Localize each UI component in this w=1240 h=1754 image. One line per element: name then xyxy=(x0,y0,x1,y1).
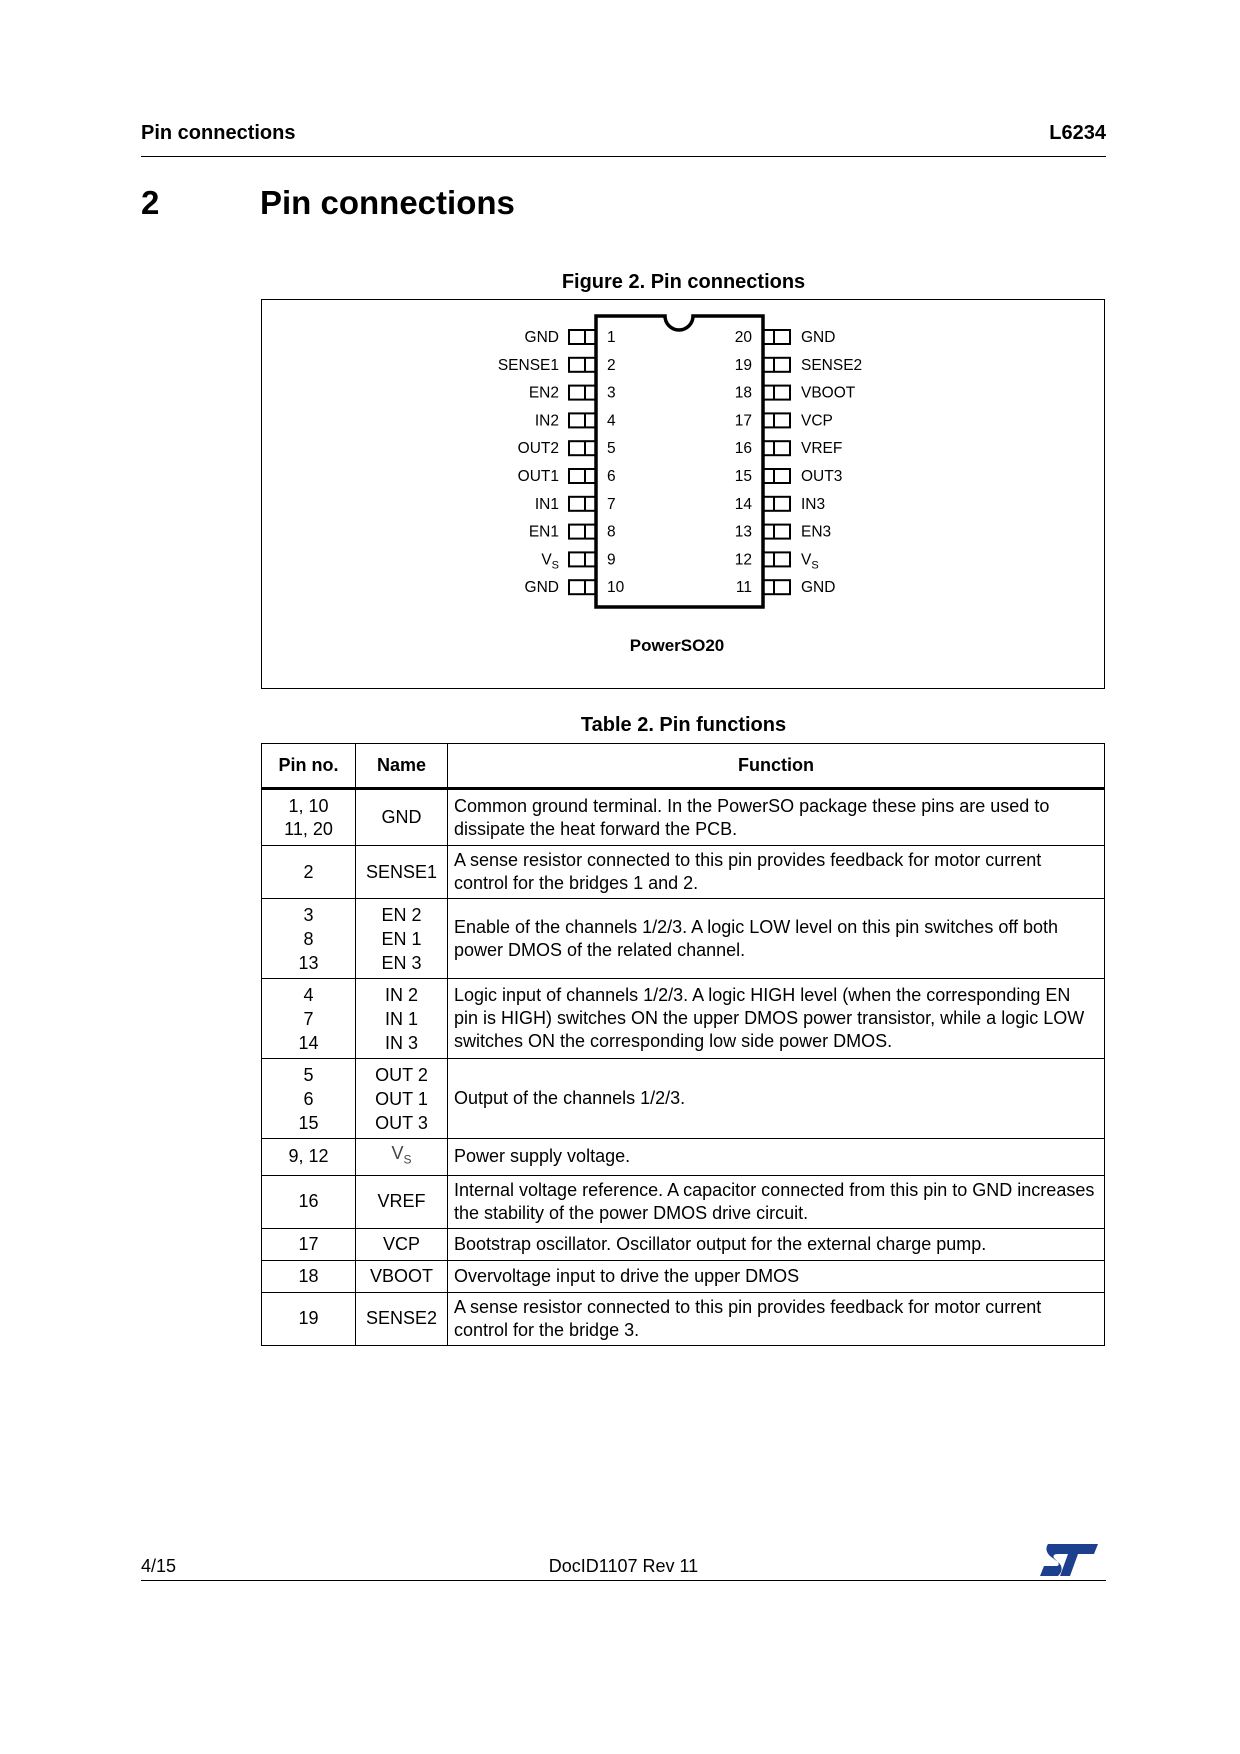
pin-label: IN2 xyxy=(534,412,559,430)
pin-name: OUT 3 xyxy=(375,1112,428,1133)
pin-number: 18 xyxy=(734,384,752,402)
pin-number: 15 xyxy=(298,1112,319,1133)
table-caption: Table 2. Pin functions xyxy=(580,714,787,736)
pin-label: OUT1 xyxy=(517,468,559,485)
pin-name: IN 1 xyxy=(384,1008,418,1029)
pin-lead xyxy=(763,580,790,594)
pin-number: 11 xyxy=(735,579,752,597)
pin-number: 8 xyxy=(303,928,314,949)
page-footer xyxy=(141,1550,1106,1581)
pin-name-cell xyxy=(356,979,448,1059)
pin-name-cell xyxy=(356,1228,448,1260)
pin-name: OUT 1 xyxy=(375,1088,428,1109)
pin-label: EN2 xyxy=(528,384,559,402)
pin-name: VREF xyxy=(377,1191,426,1212)
pin-number: 14 xyxy=(734,495,752,513)
pin-number: 6 xyxy=(303,1088,314,1109)
pin-name: VCP xyxy=(382,1233,420,1254)
pin-lead xyxy=(569,441,596,455)
pin-label: EN1 xyxy=(528,523,559,541)
pin-function-cell: Power supply voltage. xyxy=(448,1139,1105,1176)
table-row xyxy=(262,1175,1105,1228)
pin-number-cell xyxy=(262,1139,356,1176)
pin-name-cell xyxy=(356,899,448,979)
pin-lead xyxy=(763,497,790,511)
pin-lead xyxy=(569,469,596,483)
pin-name: EN 3 xyxy=(381,952,422,973)
pin-function-cell: Bootstrap oscillator. Oscillator output for the external charge pump. xyxy=(448,1228,1105,1260)
table-row xyxy=(262,1292,1105,1345)
pin-label: IN1 xyxy=(534,495,559,513)
pin-function-cell: Overvoltage input to drive the upper DMOS xyxy=(448,1260,1105,1292)
pin-label: GND xyxy=(524,579,559,597)
pin-name: SENSE1 xyxy=(365,861,438,882)
pin-number-cell xyxy=(262,899,356,979)
pin-number: 7 xyxy=(303,1008,314,1029)
pin-function-cell: A sense resistor connected to this pin provides feedback for motor current control for the bridge 3. xyxy=(448,1292,1105,1345)
pin-label: OUT2 xyxy=(517,440,559,458)
pin-name: EN 2 xyxy=(381,904,422,925)
pin-number-cell xyxy=(262,1059,356,1139)
pin-label: IN3 xyxy=(801,495,826,513)
pin-lead xyxy=(569,497,596,511)
pin-lead xyxy=(569,525,596,539)
pin-number: 4 xyxy=(303,984,314,1005)
st-logo-icon xyxy=(1038,1542,1100,1578)
figure-caption: Figure 2. Pin connections xyxy=(561,271,806,293)
header-section: Pin connections xyxy=(141,122,296,144)
pin-name-cell xyxy=(356,1139,448,1176)
pin-number: 1, 10 xyxy=(288,795,329,816)
table-row xyxy=(262,1139,1105,1176)
col-header-name: Name xyxy=(356,744,448,789)
pin-number: 6 xyxy=(607,468,616,485)
pin-function-cell: Enable of the channels 1/2/3. A logic LOW level on this pin switches off both power DMOS of the related channel. xyxy=(448,899,1105,979)
pin-number-cell xyxy=(262,1260,356,1292)
col-header-function: Function xyxy=(448,744,1105,789)
table-row xyxy=(262,846,1105,899)
pin-function-cell: Internal voltage reference. A capacitor connected from this pin to GND increases the stability of the power DMOS drive circuit. xyxy=(448,1175,1105,1228)
pin-number: 5 xyxy=(303,1064,314,1085)
pin-name-cell xyxy=(356,789,448,846)
pin-label: EN3 xyxy=(801,523,832,541)
pin-label: GND xyxy=(524,329,559,346)
pin-name-cell xyxy=(356,846,448,899)
pin-number: 20 xyxy=(734,329,752,346)
pin-number: 15 xyxy=(734,468,752,485)
pin-number: 16 xyxy=(298,1191,319,1212)
pin-label: VBOOT xyxy=(801,384,856,402)
pin-lead xyxy=(569,386,596,400)
pin-label: $V_S$ xyxy=(801,551,819,572)
pin-label: SENSE2 xyxy=(801,356,863,374)
pin-number: 18 xyxy=(298,1265,319,1286)
pin-number: 13 xyxy=(734,523,752,541)
pin-label: GND xyxy=(801,579,836,597)
pin-number: 4 xyxy=(607,412,616,430)
pin-lead xyxy=(763,413,790,427)
pin-number: 1 xyxy=(607,329,616,346)
pin-name-cell xyxy=(356,1059,448,1139)
pin-function-cell: Common ground terminal. In the PowerSO package these pins are used to dissipate the heat forward the PCB. xyxy=(448,789,1105,846)
pin-label: VREF xyxy=(801,440,843,458)
pin-number-cell xyxy=(262,1175,356,1228)
pin-number: 19 xyxy=(734,356,752,374)
pin-number-cell xyxy=(262,846,356,899)
pin-label: VCP xyxy=(801,412,833,430)
pin-number-cell xyxy=(262,979,356,1059)
pin-lead xyxy=(763,469,790,483)
pin-number: 14 xyxy=(298,1032,319,1053)
pin-label: $V_S$ xyxy=(541,551,559,572)
table-row xyxy=(262,899,1105,979)
pin-function-cell: Output of the channels 1/2/3. xyxy=(448,1059,1105,1139)
pin-name-cell xyxy=(356,1260,448,1292)
pin-number-cell xyxy=(262,789,356,846)
pin-name: IN 3 xyxy=(384,1032,418,1053)
pin-label: GND xyxy=(801,329,836,346)
section-title: Pin connections xyxy=(260,184,515,221)
table-row xyxy=(262,979,1105,1059)
pin-name: $V_S$ xyxy=(391,1143,412,1167)
pin-name: EN 1 xyxy=(381,928,422,949)
pin-number: 9 xyxy=(607,551,616,569)
table-row xyxy=(262,1228,1105,1260)
page-header xyxy=(141,120,1106,157)
section-number: 2 xyxy=(141,184,160,221)
pin-label: SENSE1 xyxy=(497,356,559,374)
pin-lead xyxy=(569,552,596,566)
pin-number: 12 xyxy=(734,551,752,569)
pin-lead xyxy=(763,552,790,566)
pin-lead xyxy=(763,441,790,455)
pin-diagram-figure xyxy=(261,299,1105,689)
pin-number: 3 xyxy=(607,384,616,402)
pin-lead xyxy=(569,580,596,594)
pin-number: 8 xyxy=(607,523,616,541)
pin-number-cell xyxy=(262,1292,356,1345)
header-part-number: L6234 xyxy=(1049,122,1106,144)
pin-name-cell xyxy=(356,1175,448,1228)
pin-lead xyxy=(569,330,596,344)
pin-number: 17 xyxy=(734,412,752,430)
pin-name: SENSE2 xyxy=(365,1308,438,1329)
col-header-pin: Pin no. xyxy=(262,744,356,789)
pin-number: 9, 12 xyxy=(288,1146,329,1167)
pin-number-cell xyxy=(262,1228,356,1260)
pin-number: 2 xyxy=(303,861,314,882)
pin-number: 7 xyxy=(607,495,616,513)
pin-functions-table xyxy=(261,743,1105,1346)
page-number: 4/15 xyxy=(141,1556,177,1576)
pin-number: 17 xyxy=(298,1233,319,1254)
pin-diagram xyxy=(262,300,1104,688)
pin-name: OUT 2 xyxy=(375,1064,428,1085)
pin-lead xyxy=(763,525,790,539)
pin-number: 16 xyxy=(734,440,752,458)
pin-lead xyxy=(763,386,790,400)
table-row xyxy=(262,1059,1105,1139)
pin-number: 13 xyxy=(298,952,319,973)
package-label: PowerSO20 xyxy=(629,636,725,655)
table-row xyxy=(262,789,1105,846)
pin-lead xyxy=(569,358,596,372)
pin-lead xyxy=(763,358,790,372)
pin-name: VBOOT xyxy=(369,1265,433,1286)
pin-function-cell: A sense resistor connected to this pin provides feedback for motor current control for the bridges 1 and 2. xyxy=(448,846,1105,899)
doc-id: DocID1107 Rev 11 xyxy=(548,1556,699,1576)
pin-name: GND xyxy=(381,807,422,827)
pin-number: 10 xyxy=(607,579,625,597)
pin-number: 19 xyxy=(298,1308,319,1329)
table-header-row xyxy=(262,744,1105,789)
pin-number: 2 xyxy=(607,356,616,374)
pin-number: 11, 20 xyxy=(284,818,333,839)
pin-lead xyxy=(763,330,790,344)
pin-name-subscript: S xyxy=(403,1152,412,1167)
pin-function-cell: Logic input of channels 1/2/3. A logic HIGH level (when the corresponding EN pin is HIGH) switches ON the upper DMOS power transistor, while a logic LOW switches ON the corresponding low side power DMOS. xyxy=(448,979,1105,1059)
pin-number: 5 xyxy=(607,440,616,458)
pin-label: OUT3 xyxy=(801,468,843,485)
pin-lead xyxy=(569,413,596,427)
pin-name-cell xyxy=(356,1292,448,1345)
pin-name: IN 2 xyxy=(384,984,418,1005)
pin-number: 3 xyxy=(303,904,314,925)
table-row xyxy=(262,1260,1105,1292)
